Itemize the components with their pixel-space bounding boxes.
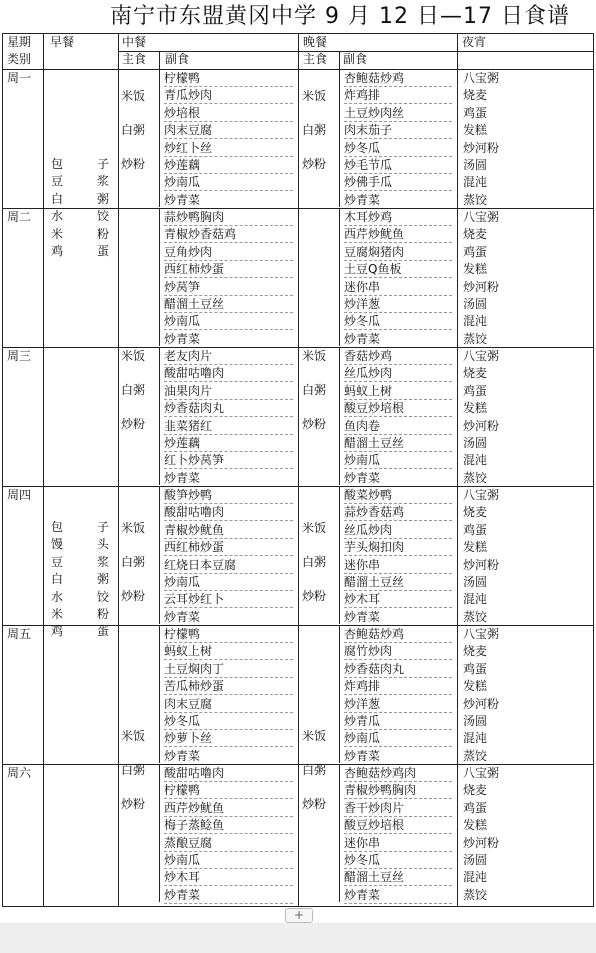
- lunch-dish: 梅子蒸鲶鱼: [164, 817, 293, 834]
- header-category: 类别: [7, 52, 32, 66]
- breakfast-item-left: 鸡: [51, 244, 64, 258]
- dinner-dish: 酸豆炒培根: [344, 817, 452, 834]
- night-snack: 烧麦: [463, 88, 488, 103]
- dinner-dish: 炒木耳: [344, 591, 452, 608]
- dinner-dish: 蚂蚁上树: [344, 383, 452, 400]
- dinner-dish: 醋溜土豆丝: [344, 869, 452, 886]
- day-name: 周四: [7, 488, 32, 502]
- lunch-dish: 土豆焖肉丁: [164, 661, 293, 678]
- dinner-dish: 土豆炒肉丝: [344, 105, 452, 122]
- lunch-side-border-5: [159, 765, 160, 902]
- dinner-dish: 炒青菜: [344, 609, 452, 626]
- lunch-dish: 韭菜猪红: [164, 418, 293, 435]
- dinner-dish: 醋溜土豆丝: [344, 574, 452, 591]
- dinner-staple-item: 炒粉: [302, 417, 327, 431]
- night-snack: 炒河粉: [463, 140, 500, 155]
- lunch-dish: 炒莲藕: [164, 435, 293, 452]
- night-snack: 烧麦: [463, 783, 488, 798]
- dinner-dish: 炒佛手瓜: [344, 174, 452, 191]
- breakfast-item-right: 粥: [97, 572, 110, 587]
- night-snack: 炒河粉: [463, 835, 500, 850]
- breakfast-item-left: 豆: [51, 554, 64, 569]
- night-snack: 八宝粥: [463, 766, 500, 780]
- breakfast-item-right: 头: [97, 537, 110, 552]
- dinner-dish: 杏鲍菇炒鸡: [344, 70, 452, 87]
- dinner-dish: 炒洋葱: [344, 296, 452, 313]
- lunch-dish: 炒木耳: [164, 869, 293, 886]
- dinner-dish: 土豆Q鱼板: [344, 261, 452, 278]
- night-snack: 汤圆: [463, 297, 488, 311]
- dinner-side-border-4: [339, 626, 340, 763]
- dinner-dish: 炒冬瓜: [344, 313, 452, 330]
- lunch-side-border-4: [159, 626, 160, 763]
- breakfast-item-right: 子: [97, 520, 110, 534]
- breakfast-item-left: 馒: [51, 537, 64, 552]
- lunch-dish: 炒青菜: [164, 331, 293, 348]
- night-snack: 蒸饺: [463, 887, 488, 902]
- lunch-dish: 炒青菜: [164, 887, 293, 904]
- dinner-dish: 炒冬瓜: [344, 140, 452, 157]
- dinner-staple-item: 米饭: [302, 521, 327, 535]
- dinner-staple-item: 白粥: [302, 555, 327, 569]
- dinner-dish: 炒青菜: [344, 887, 452, 904]
- grid-line-lunch-end: [298, 34, 299, 906]
- night-snack: 鸡蛋: [463, 800, 488, 815]
- lunch-dish: 炒培根: [164, 105, 293, 122]
- grid-line-header-2: [3, 69, 593, 70]
- night-snack: 汤圆: [463, 436, 488, 450]
- night-snack: 八宝粥: [463, 627, 500, 641]
- night-snack: 鸡蛋: [463, 661, 488, 676]
- dinner-staple-item: 米饭: [302, 729, 327, 743]
- day-name: 周三: [7, 349, 32, 363]
- lunch-dish: 酸甜咕噜肉: [164, 765, 293, 782]
- night-snack: 炒河粉: [463, 279, 500, 294]
- dinner-side-border-1: [339, 209, 340, 346]
- dinner-dish: 炒南瓜: [344, 730, 452, 747]
- dinner-side-border-5: [339, 765, 340, 902]
- dinner-dish: 杏鲍菇炒鸡肉: [344, 765, 452, 782]
- breakfast-item-left: 米: [51, 607, 64, 621]
- breakfast-item-left: 白: [51, 191, 64, 206]
- lunch-staple-item: 炒粉: [121, 417, 146, 431]
- lunch-staple-item: 米饭: [121, 521, 146, 535]
- night-snack: 八宝粥: [463, 488, 500, 502]
- dinner-dish: 炸鸡排: [344, 87, 452, 104]
- night-snack: 混沌: [463, 870, 488, 885]
- lunch-staple-item: 白粥: [121, 555, 146, 569]
- dinner-dish: 炒南瓜: [344, 452, 452, 469]
- dinner-dish: 西芹炒鱿鱼: [344, 226, 452, 243]
- lunch-dish: 炒青菜: [164, 192, 293, 209]
- day-name: 周一: [7, 71, 32, 85]
- add-row-button[interactable]: +: [285, 908, 313, 923]
- lunch-dish: 柠檬鸭: [164, 626, 293, 643]
- night-snack: 汤圆: [463, 853, 488, 867]
- dinner-staple-item: 炒粉: [302, 797, 327, 811]
- lunch-dish: 肉末豆腐: [164, 122, 293, 139]
- day-name: 周六: [7, 766, 32, 780]
- day-name: 周二: [7, 210, 32, 224]
- night-snack: 混沌: [463, 592, 488, 607]
- grid-line-lunch-staple: [159, 51, 160, 69]
- dinner-dish: 青椒炒鸭胸肉: [344, 782, 452, 799]
- night-snack: 蒸饺: [463, 470, 488, 485]
- dinner-dish: 酸豆炒培根: [344, 400, 452, 417]
- lunch-dish: 酸甜咕噜肉: [164, 365, 293, 382]
- lunch-staple-item: 炒粉: [121, 797, 146, 811]
- lunch-side-border-2: [159, 348, 160, 485]
- lunch-staple-item: 米饭: [121, 729, 146, 743]
- dinner-dish: 炒青菜: [344, 470, 452, 487]
- lunch-dish: 红烧日本豆腐: [164, 557, 293, 574]
- header-week: 星期: [7, 35, 32, 49]
- dinner-dish: 鱼肉卷: [344, 418, 452, 435]
- breakfast-item-right: 浆: [97, 554, 110, 569]
- header-dinner-staple: 主食: [303, 52, 328, 66]
- lunch-staple-item: 炒粉: [121, 157, 146, 171]
- lunch-dish: 炒香菇肉丸: [164, 400, 293, 417]
- night-snack: 发糕: [463, 679, 488, 694]
- lunch-dish: 炒南瓜: [164, 313, 293, 330]
- night-snack: 发糕: [463, 818, 488, 833]
- dinner-dish: 炒香菇肉丸: [344, 661, 452, 678]
- night-snack: 发糕: [463, 262, 488, 277]
- lunch-dish: 炒冬瓜: [164, 713, 293, 730]
- grid-line-dinner-staple: [339, 51, 340, 69]
- night-snack: 汤圆: [463, 714, 488, 728]
- lunch-dish: 炒青菜: [164, 609, 293, 626]
- lunch-dish: 炒莲藕: [164, 157, 293, 174]
- lunch-dish: 炒红卜丝: [164, 140, 293, 157]
- lunch-dish: 炒南瓜: [164, 852, 293, 869]
- night-snack: 烧麦: [463, 505, 488, 520]
- night-snack: 汤圆: [463, 158, 488, 172]
- breakfast-item-right: 蛋: [97, 244, 110, 258]
- lunch-staple-item: 白粥: [121, 763, 146, 777]
- dinner-staple-item: 白粥: [302, 763, 327, 777]
- lunch-dish: 豆角炒肉: [164, 244, 293, 261]
- dinner-side-border-3: [339, 487, 340, 624]
- dinner-staple-item: 白粥: [302, 123, 327, 137]
- dinner-dish: 炒洋葱: [344, 696, 452, 713]
- night-snack: 八宝粥: [463, 71, 500, 85]
- night-snack: 蒸饺: [463, 748, 488, 763]
- dinner-dish: 丝瓜炒肉: [344, 522, 452, 539]
- dinner-dish: 炒冬瓜: [344, 852, 452, 869]
- dinner-dish: 腐竹炒肉: [344, 643, 452, 660]
- night-snack: 混沌: [463, 453, 488, 468]
- lunch-dish: 炒南瓜: [164, 574, 293, 591]
- night-snack: 鸡蛋: [463, 244, 488, 259]
- night-snack: 烧麦: [463, 227, 488, 242]
- lunch-dish: 酸甜咕噜肉: [164, 504, 293, 521]
- lunch-dish: 蚂蚁上树: [164, 643, 293, 660]
- night-snack: 发糕: [463, 123, 488, 138]
- bottom-scroll-area: [0, 923, 596, 953]
- grid-line-breakfast: [118, 34, 119, 906]
- dinner-dish: 炒青菜: [344, 192, 452, 209]
- dinner-dish: 酸菜炒鸭: [344, 487, 452, 504]
- lunch-dish: 青椒炒香菇鸡: [164, 226, 293, 243]
- dinner-dish: 丝瓜炒肉: [344, 365, 452, 382]
- header-night: 夜宵: [462, 35, 487, 49]
- header-lunch-staple: 主食: [122, 52, 147, 66]
- night-snack: 发糕: [463, 401, 488, 416]
- lunch-staple-item: 米饭: [121, 349, 146, 363]
- breakfast-item-right: 粉: [97, 226, 110, 241]
- day-name: 周五: [7, 627, 32, 641]
- dinner-dish: 香干炒肉片: [344, 800, 452, 817]
- breakfast-item-left: 包: [51, 520, 64, 534]
- lunch-side-border-0: [159, 70, 160, 207]
- breakfast-item-left: 包: [51, 157, 64, 171]
- dinner-dish: 迷你串: [344, 557, 452, 574]
- dinner-staple-item: 炒粉: [302, 157, 327, 171]
- dinner-dish: 豆腐焖猪肉: [344, 244, 452, 261]
- breakfast-item-right: 粥: [97, 191, 110, 206]
- breakfast-item-right: 饺: [97, 589, 110, 604]
- dinner-staple-item: 米饭: [302, 349, 327, 363]
- breakfast-item-right: 饺: [97, 209, 110, 224]
- dinner-dish: 杏鲍菇炒鸡: [344, 626, 452, 643]
- lunch-dish: 炒莴笋: [164, 279, 293, 296]
- breakfast-item-left: 豆: [51, 174, 64, 189]
- page-title: 南宁市东盟黄冈中学 9 月 12 日—17 日食谱: [110, 4, 570, 29]
- dinner-dish: 木耳炒鸡: [344, 209, 452, 226]
- dinner-dish: 迷你串: [344, 835, 452, 852]
- night-snack: 烧麦: [463, 366, 488, 381]
- dinner-dish: 醋溜土豆丝: [344, 435, 452, 452]
- lunch-dish: 云耳炒红卜: [164, 591, 293, 608]
- night-snack: 混沌: [463, 175, 488, 190]
- dinner-staple-item: 白粥: [302, 383, 327, 397]
- lunch-dish: 西芹炒鱿鱼: [164, 800, 293, 817]
- lunch-dish: 西红柿炒蛋: [164, 539, 293, 556]
- lunch-staple-item: 白粥: [121, 123, 146, 137]
- dinner-dish: 芋头焖扣肉: [344, 539, 452, 556]
- lunch-dish: 苦瓜柿炒蛋: [164, 678, 293, 695]
- lunch-staple-item: 炒粉: [121, 589, 146, 603]
- dinner-dish: 肉末茄子: [344, 122, 452, 139]
- breakfast-item-left: 水: [51, 209, 64, 224]
- grid-line-header-1: [118, 51, 593, 52]
- breakfast-item-left: 鸡: [51, 624, 64, 639]
- grid-line-week: [43, 34, 44, 906]
- night-snack: 蒸饺: [463, 331, 488, 346]
- dinner-dish: 炸鸡排: [344, 678, 452, 695]
- lunch-dish: 西红柿炒蛋: [164, 261, 293, 278]
- night-snack: 混沌: [463, 731, 488, 746]
- header-lunch-side: 副食: [165, 52, 190, 66]
- night-snack: 炒河粉: [463, 418, 500, 433]
- menu-table: [2, 33, 594, 907]
- lunch-dish: 蒸酿豆腐: [164, 835, 293, 852]
- dinner-dish: 炒毛节瓜: [344, 157, 452, 174]
- dinner-dish: 迷你串: [344, 279, 452, 296]
- dinner-staple-item: 炒粉: [302, 589, 327, 603]
- breakfast-item-left: 白: [51, 572, 64, 587]
- lunch-dish: 肉末豆腐: [164, 696, 293, 713]
- header-dinner-side: 副食: [343, 52, 368, 66]
- lunch-dish: 蒜炒鸭胸肉: [164, 209, 293, 226]
- night-snack: 八宝粥: [463, 349, 500, 363]
- night-snack: 混沌: [463, 314, 488, 329]
- dinner-dish: 蒜炒香菇鸡: [344, 504, 452, 521]
- lunch-dish: 柠檬鸭: [164, 782, 293, 799]
- lunch-dish: 红卜炒莴笋: [164, 452, 293, 469]
- dinner-dish: 香菇炒鸡: [344, 348, 452, 365]
- lunch-dish: 酸笋炒鸭: [164, 487, 293, 504]
- lunch-dish: 油果肉片: [164, 383, 293, 400]
- night-snack: 蒸饺: [463, 609, 488, 624]
- night-snack: 鸡蛋: [463, 522, 488, 537]
- breakfast-item-right: 浆: [97, 174, 110, 189]
- night-snack: 蒸饺: [463, 192, 488, 207]
- lunch-dish: 炒青菜: [164, 470, 293, 487]
- night-snack: 汤圆: [463, 575, 488, 589]
- night-snack: 鸡蛋: [463, 383, 488, 398]
- breakfast-item-right: 子: [97, 157, 110, 171]
- lunch-staple-item: 白粥: [121, 383, 146, 397]
- lunch-dish: 炒萝卜丝: [164, 730, 293, 747]
- lunch-dish: 老友肉片: [164, 348, 293, 365]
- lunch-side-border-3: [159, 487, 160, 624]
- night-snack: 鸡蛋: [463, 105, 488, 120]
- header-breakfast: 早餐: [50, 35, 75, 49]
- lunch-dish: 醋溜土豆丝: [164, 296, 293, 313]
- breakfast-item-left: 水: [51, 589, 64, 604]
- lunch-side-border-1: [159, 209, 160, 346]
- night-snack: 炒河粉: [463, 557, 500, 572]
- night-snack: 炒河粉: [463, 696, 500, 711]
- night-snack: 发糕: [463, 540, 488, 555]
- lunch-dish: 青瓜炒肉: [164, 87, 293, 104]
- dinner-staple-item: 米饭: [302, 89, 327, 103]
- lunch-staple-item: 米饭: [121, 89, 146, 103]
- lunch-dish: 青椒炒鱿鱼: [164, 522, 293, 539]
- dinner-side-border-2: [339, 348, 340, 485]
- breakfast-item-left: 米: [51, 226, 64, 241]
- dinner-side-border-0: [339, 70, 340, 207]
- header-lunch: 中餐: [122, 35, 147, 49]
- breakfast-item-right: 蛋: [97, 624, 110, 639]
- header-dinner: 晚餐: [303, 35, 328, 49]
- dinner-dish: 炒青菜: [344, 748, 452, 765]
- night-snack: 八宝粥: [463, 210, 500, 224]
- lunch-dish: 柠檬鸭: [164, 70, 293, 87]
- dinner-dish: 炒青瓜: [344, 713, 452, 730]
- lunch-dish: 炒青菜: [164, 748, 293, 765]
- breakfast-item-right: 粉: [97, 607, 110, 621]
- grid-line-dinner-end: [457, 34, 458, 906]
- lunch-dish: 炒南瓜: [164, 174, 293, 191]
- night-snack: 烧麦: [463, 644, 488, 659]
- dinner-dish: 炒青菜: [344, 331, 452, 348]
